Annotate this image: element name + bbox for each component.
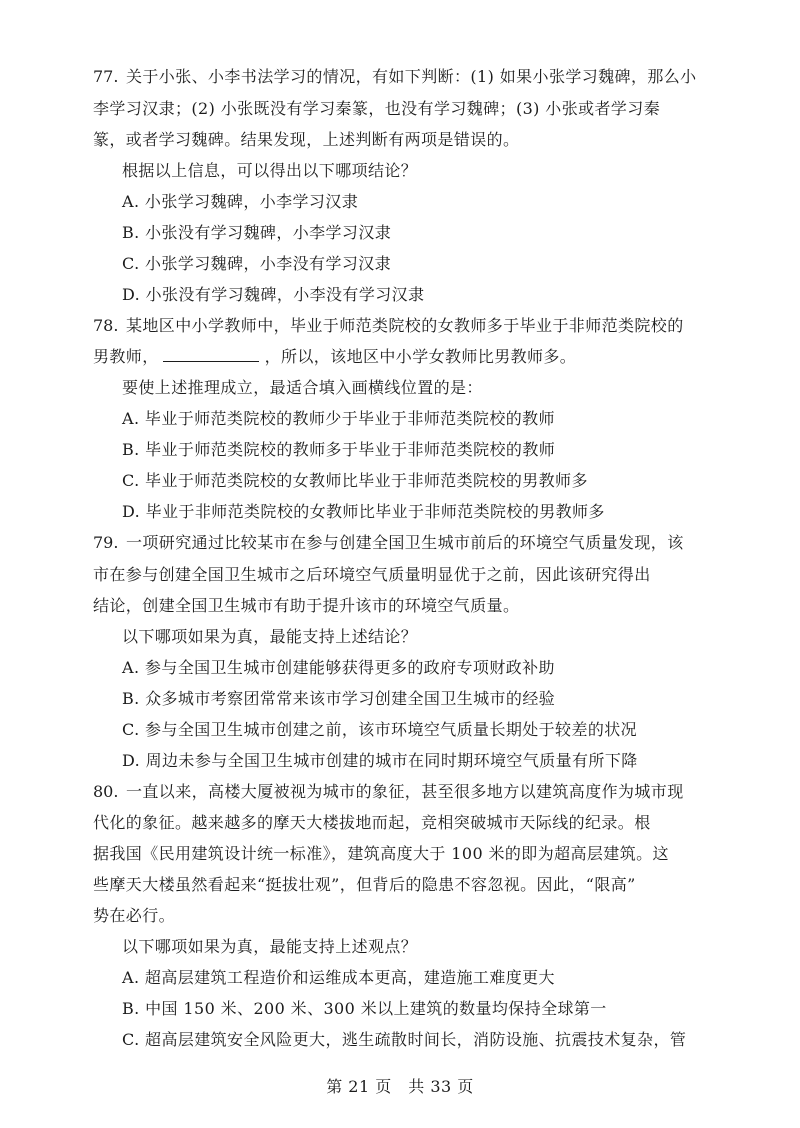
option-b: B. 中国 150 米、200 米、300 米以上建筑的数量均保持全球第一 — [122, 999, 607, 1018]
option-a: A. 小张学习魏碑，小李学习汉隶 — [122, 192, 359, 211]
question-prompt: 根据以上信息，可以得出以下哪项结论？ — [122, 161, 418, 180]
stem-text-before-blank: 男教师， — [93, 347, 159, 366]
question-stem-line: 李学习汉隶；(2) 小张既没有学习秦篆，也没有学习魏碑；(3) 小张或者学习秦 — [93, 99, 661, 118]
answer-blank-line — [163, 347, 259, 362]
question-prompt: 以下哪项如果为真，最能支持上述观点？ — [122, 937, 418, 956]
question-stem-line: 结论，创建全国卫生城市有助于提升该市的环境空气质量。 — [93, 596, 520, 615]
question-stem-line: 市在参与创建全国卫生城市之后环境空气质量明显优于之前，因此该研究得出 — [93, 565, 651, 584]
option-c: C. 参与全国卫生城市创建之前，该市环境空气质量长期处于较差的状况 — [122, 720, 638, 739]
option-a: A. 参与全国卫生城市创建能够获得更多的政府专项财政补助 — [122, 658, 555, 677]
stem-text-after-blank: ，所以，该地区中小学女教师比男教师多。 — [264, 347, 577, 366]
option-a: A. 超高层建筑工程造价和运维成本更高，建造施工难度更大 — [122, 968, 555, 987]
page-footer: 第 21 页 共 33 页 — [326, 1077, 474, 1096]
option-d: D. 小张没有学习魏碑，小李没有学习汉隶 — [122, 285, 425, 304]
option-a: A. 毕业于师范类院校的教师少于毕业于非师范类院校的教师 — [122, 409, 555, 428]
question-number: 77. — [93, 67, 119, 86]
option-c: C. 小张学习魏碑，小李没有学习汉隶 — [122, 254, 392, 273]
option-b: B. 小张没有学习魏碑，小李学习汉隶 — [122, 223, 392, 242]
option-d: D. 周边未参与全国卫生城市创建的城市在同时期环境空气质量有所下降 — [122, 751, 638, 770]
option-d: D. 毕业于非师范类院校的女教师比毕业于非师范类院校的男教师多 — [122, 502, 605, 521]
option-b: B. 毕业于师范类院校的教师多于毕业于非师范类院校的教师 — [122, 440, 556, 459]
option-c: C. 超高层建筑安全风险更大，逃生疏散时间长，消防设施、抗震技术复杂，管 — [122, 1030, 687, 1049]
question-stem-line: 一直以来，高楼大厦被视为城市的象征，甚至很多地方以建筑高度作为城市现 — [126, 782, 684, 801]
question-stem-line: 些摩天大楼虽然看起来“挺拔壮观”，但背后的隐患不容忽视。因此，“限高” — [93, 875, 636, 894]
question-prompt: 要使上述推理成立，最适合填入画横线位置的是： — [122, 378, 483, 397]
option-b: B. 众多城市考察团常常来该市学习创建全国卫生城市的经验 — [122, 689, 556, 708]
question-number: 80. — [93, 782, 119, 801]
question-stem-line-with-blank — [93, 347, 576, 367]
question-stem-line: 代化的象征。越来越多的摩天大楼拔地而起，竞相突破城市天际线的纪录。根 — [93, 813, 651, 832]
question-stem-line: 一项研究通过比较某市在参与创建全国卫生城市前后的环境空气质量发现，该 — [126, 533, 684, 552]
question-stem-line: 某地区中小学教师中，毕业于师范类院校的女教师多于毕业于非师范类院校的 — [126, 316, 684, 335]
question-stem-line: 关于小张、小李书法学习的情况，有如下判断：(1) 如果小张学习魏碑，那么小 — [126, 67, 697, 86]
question-number: 78. — [93, 316, 119, 335]
option-c: C. 毕业于师范类院校的女教师比毕业于非师范类院校的男教师多 — [122, 471, 588, 490]
question-stem-line: 势在必行。 — [93, 906, 176, 925]
question-stem-line: 篆，或者学习魏碑。结果发现，上述判断有两项是错误的。 — [93, 130, 520, 149]
question-number: 79. — [93, 533, 119, 552]
question-prompt: 以下哪项如果为真，最能支持上述结论？ — [122, 627, 418, 646]
question-stem-line: 据我国《民用建筑设计统一标准》，建筑高度大于 100 米的即为超高层建筑。这 — [93, 844, 669, 863]
